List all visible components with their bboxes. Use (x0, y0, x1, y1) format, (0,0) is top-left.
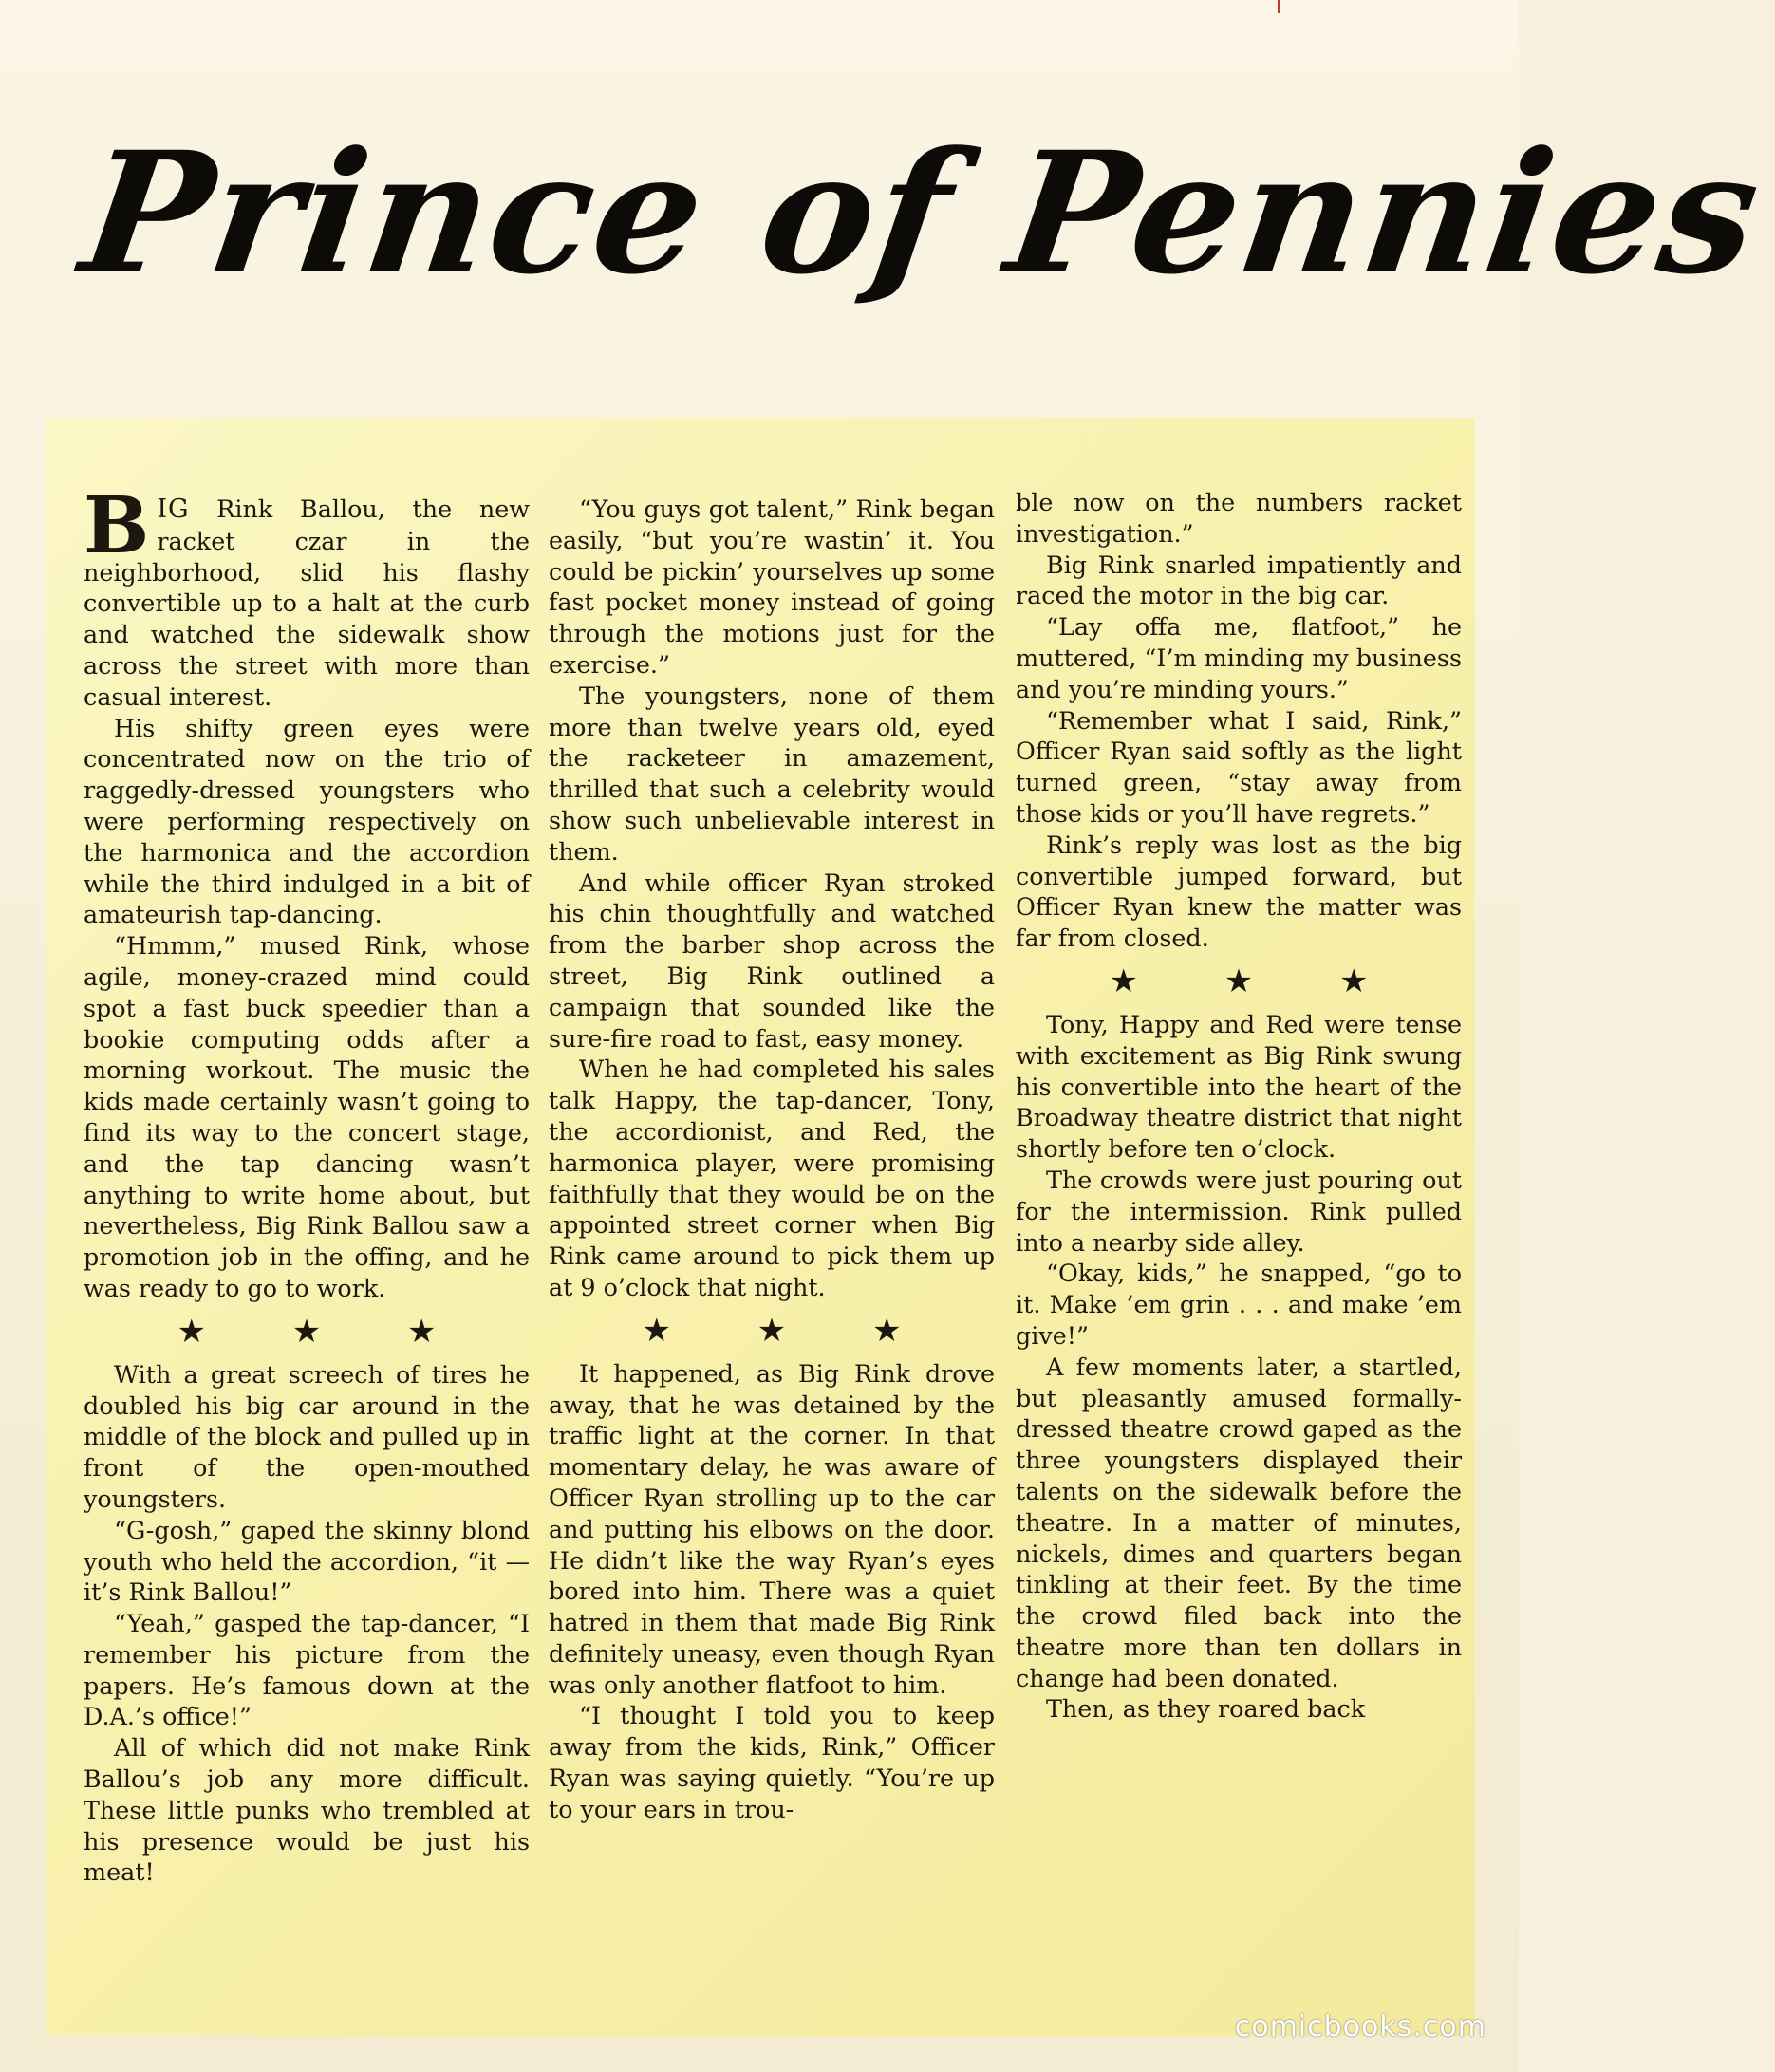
paragraph-text: Rink Ballou, the new racket czar in the neighborhood, slid his flashy convertible up to a halt at the curb and watched the sidewalk show across the street with more than casual interest. (84, 495, 530, 711)
paragraph: A few moments later, a startled, but pleasantly amused formally-dressed theatre crowd gaped as the three youngsters displayed their talents on the sidewalk before the theatre. In a matter of minutes, nickels, dimes and quarters began tinkling at their feet. By the time the crowd filed back into the theatre more than ten dollars in change had been donated. (1016, 1352, 1462, 1692)
paragraph: All of which did not make Rink Ballou’s job any more difficult. These little punks who trembled at his presence would be just his meat! (84, 1733, 530, 1887)
paragraph: “G-gosh,” gaped the skinny blond youth who held the accordion, “it — it’s Rink Ballou!” (84, 1515, 530, 1607)
text-column-3 (1016, 487, 1462, 1725)
paragraph: “I thought I told you to keep away from the kids, Rink,” Officer Ryan was saying quietly. “You’re up to your ears in trou- (549, 1701, 995, 1823)
section-break-stars: ★ ★ ★ (177, 1312, 475, 1351)
paragraph: Tony, Happy and Red were tense with excitement as Big Rink swung his convertible into the heart of the Broadway theatre district that night shortly before ten o’clock. (1016, 1009, 1462, 1164)
paragraph: “You guys got talent,” Rink began easily, “but you’re wastin’ it. You could be pickin’ yourselves up some fast pocket money instead of going through the motions just for the exercise.” (549, 495, 995, 679)
paragraph: “Okay, kids,” he snapped, “go to it. Make ’em grin . . . and make ’em give!” (1016, 1259, 1462, 1350)
paragraph: The crowds were just pouring out for the intermission. Rink pulled into a nearby side alley. (1016, 1165, 1462, 1257)
section-break-stars: ★ ★ ★ (1109, 961, 1407, 1000)
print-speck (1278, 0, 1280, 13)
paragraph: It happened, as Big Rink drove away, that he was detained by the traffic light at the corner. In that momentary delay, he was aware of Officer Ryan strolling up to the car and putting his elbows on the door. He didn’t like the way Ryan’s eyes bored into him. There was a quiet hatred in them that made Big Rink definitely uneasy, even though Ryan was only another flatfoot to him. (549, 1358, 995, 1699)
paragraph: Rink’s reply was lost as the big convertible jumped forward, but Officer Ryan knew the matter was far from closed. (1016, 830, 1462, 953)
text-column-2 (549, 494, 995, 1825)
story-title: Prince of Pennies (71, 115, 1772, 311)
paragraph: And while officer Ryan stroked his chin thoughtfully and watched from the barber shop across the street, Big Rink outlined a campaign that sounded like the sure-fire road to fast, easy money. (549, 868, 995, 1053)
paragraph: “Remember what I said, Rink,” Officer Ryan said softly as the light turned green, “stay away from those kids or you’ll have regrets.” (1016, 705, 1462, 828)
paragraph: “Yeah,” gasped the tap-dancer, “I remember his picture from the papers. He’s famous down at the D.A.’s office!” (84, 1609, 530, 1731)
paragraph: Big Rink snarled impatiently and raced the motor in the big car. (1016, 550, 1462, 610)
paragraph: When he had completed his sales talk Happy, the tap-dancer, Tony, the accordionist, and Red, the harmonica player, were promising faithfully that they would be on the appointed street corner when Big Rink came around to pick them up at 9 o’clock that night. (549, 1055, 995, 1301)
paragraph: His shifty green eyes were concentrated now on the trio of raggedly-dressed youngsters who were performing respectively on the harmonica and the accordion while the third indulged in a bit of amateurish tap-dancing. (84, 713, 530, 929)
paragraph: “Lay offa me, flatfoot,” he muttered, “I’m minding my business and you’re minding yours.” (1016, 612, 1462, 703)
section-break-stars: ★ ★ ★ (642, 1311, 940, 1350)
paragraph: The youngsters, none of them more than twelve years old, eyed the racketeer in amazement, thrilled that such a celebrity would show such unbelievable interest in them. (549, 681, 995, 866)
text-column-1 (84, 480, 530, 1888)
paragraph (84, 480, 530, 713)
paragraph: Then, as they roared back (1046, 1694, 1366, 1724)
paragraph: With a great screech of tires he doubled his big car around in the middle of the block and pulled up in front of the open-mouthed youngsters. (84, 1359, 530, 1513)
drop-cap: B (84, 480, 150, 571)
watermark: comicbooks.com (1234, 2010, 1486, 2044)
paragraph: “Hmmm,” mused Rink, whose agile, money-crazed mind could spot a fast buck speedier than a bookie computing odds after a morning workout. The music the kids made certainly wasn’t going to find its way to the concert stage, and the tap dancing wasn’t anything to write home about, but nevertheless, Big Rink Ballou saw a promotion job in the offing, and he was ready to go to work. (84, 931, 530, 1302)
paragraph: ble now on the numbers racket investigation.” (1016, 488, 1462, 548)
drop-cap-continuation: IG (157, 495, 190, 524)
